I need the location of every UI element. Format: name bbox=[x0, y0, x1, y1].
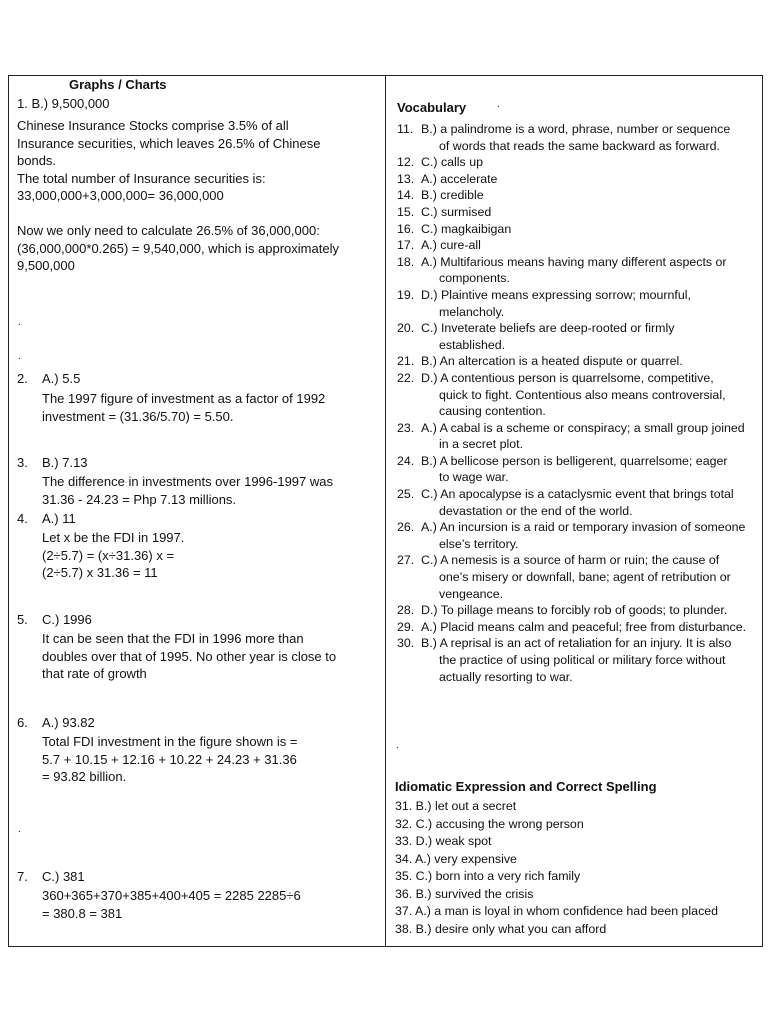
idiom-item: 34. A.) very expensive bbox=[395, 851, 517, 866]
explanation-line: (36,000,000*0.265) = 9,540,000, which is approximately bbox=[17, 240, 339, 256]
vocab-item-number: 25. bbox=[397, 487, 415, 502]
q2-block bbox=[17, 370, 80, 388]
vocab-line: A.) Placid means calm and peaceful; free from disturbance. bbox=[421, 619, 747, 634]
explanation-line: (2÷5.7) = (x÷31.36) x = bbox=[42, 547, 175, 563]
vocab-item-text bbox=[421, 237, 481, 254]
vocab-line: one’s misery or downfall, bane; agent of retribution or bbox=[439, 570, 731, 585]
idiom-item: 31. B.) let out a secret bbox=[395, 799, 517, 813]
vocab-line: vengeance. bbox=[439, 586, 504, 601]
stray-dot: . bbox=[396, 740, 399, 751]
vocab-item-text bbox=[421, 370, 726, 420]
vocab-item bbox=[397, 552, 746, 602]
vocab-line: devastation or the end of the world. bbox=[439, 503, 633, 518]
vocab-item-text bbox=[421, 453, 728, 486]
explanation-q4 bbox=[42, 529, 184, 582]
explanation-line: The 1997 figure of investment as a factor of 1992 bbox=[42, 391, 326, 406]
q2-answer: A.) 5.5 bbox=[42, 371, 81, 386]
vocab-item-number: 12. bbox=[397, 155, 415, 170]
vocab-item bbox=[397, 254, 746, 287]
idiom-item: 32. C.) accusing the wrong person bbox=[395, 816, 584, 831]
vocab-line: B.) An altercation is a heated dispute or quarrel. bbox=[421, 354, 683, 369]
vocab-item bbox=[397, 171, 746, 188]
q4-answer: A.) 11 bbox=[42, 511, 76, 526]
explanation-line: = 93.82 billion. bbox=[42, 769, 127, 784]
vocab-item bbox=[397, 121, 746, 154]
explanation-line: that rate of growth bbox=[42, 666, 147, 681]
vocab-line: B.) credible bbox=[421, 188, 484, 203]
vocab-item-text bbox=[421, 121, 730, 154]
q3-block bbox=[17, 454, 88, 472]
vocab-line: in a secret plot. bbox=[439, 437, 524, 452]
column-divider bbox=[385, 75, 386, 947]
section-title-vocabulary: Vocabulary bbox=[397, 100, 467, 115]
vocab-item-number: 15. bbox=[397, 204, 415, 219]
vocab-item-text bbox=[421, 221, 511, 238]
explanation-line: The total number of Insurance securities is: bbox=[17, 170, 266, 186]
vocab-item-number: 29. bbox=[397, 619, 415, 634]
vocab-line: C.) calls up bbox=[421, 155, 483, 170]
vocab-item-text bbox=[421, 254, 727, 287]
q5-answer: C.) 1996 bbox=[42, 612, 92, 627]
explanation-line: The difference in investments over 1996-1997 was bbox=[42, 474, 333, 489]
vocab-item-number: 17. bbox=[397, 238, 415, 253]
vocab-item-number: 13. bbox=[397, 171, 415, 186]
vocab-item-text bbox=[421, 287, 691, 320]
explanation-line: Chinese Insurance Stocks comprise 3.5% of all bbox=[17, 118, 289, 133]
vocab-line: D.) A contentious person is quarrelsome, competitive, bbox=[421, 370, 714, 385]
vocab-line: melancholy. bbox=[439, 304, 505, 319]
vocab-item-number: 14. bbox=[397, 188, 415, 203]
explanation-line: Now we only need to calculate 26.5% of 36,000,000: bbox=[17, 223, 320, 238]
vocab-item-number: 19. bbox=[397, 287, 415, 302]
explanation-line: Let x be the FDI in 1997. bbox=[42, 530, 185, 545]
vocab-item bbox=[397, 221, 746, 238]
answer-q1: 1. B.) 9,500,000 bbox=[17, 96, 110, 111]
explanation-line: = 380.8 = 381 bbox=[42, 905, 123, 921]
vocab-line: D.) Plaintive means expressing sorrow; mournful, bbox=[421, 287, 691, 302]
explanation-q7 bbox=[42, 887, 301, 922]
stray-dot: . bbox=[18, 317, 21, 328]
explanation-line: 5.7 + 10.15 + 12.16 + 10.22 + 24.23 + 31.36 bbox=[42, 751, 297, 767]
vocab-line: C.) Inveterate beliefs are deep-rooted or firmly bbox=[421, 321, 675, 336]
idiom-item: 37. A.) a man is loyal in whom confidence had been placed bbox=[395, 904, 719, 918]
vocab-item-text bbox=[421, 204, 491, 221]
vocab-line: A.) Multifarious means having many different aspects or bbox=[421, 254, 727, 269]
explanation-line: 9,500,000 bbox=[17, 258, 75, 273]
idiom-item: 38. B.) desire only what you can afford bbox=[395, 921, 607, 936]
q5-number: 5. bbox=[17, 612, 28, 627]
vocab-item-number: 21. bbox=[397, 354, 415, 369]
vocab-line: B.) A bellicose person is belligerent, quarrelsome; eager bbox=[421, 453, 728, 468]
stray-dot: . bbox=[497, 99, 500, 110]
vocab-item-text bbox=[421, 353, 683, 370]
vocab-item bbox=[397, 320, 746, 353]
vocab-line: causing contention. bbox=[439, 404, 546, 419]
vocab-item-number: 18. bbox=[397, 254, 415, 269]
explanation-q6 bbox=[42, 733, 297, 786]
vocab-line: D.) To pillage means to forcibly rob of goods; to plunder. bbox=[421, 603, 728, 618]
q3-answer: B.) 7.13 bbox=[42, 455, 88, 470]
idiom-item: 36. B.) survived the crisis bbox=[395, 886, 534, 901]
explanation-q3 bbox=[42, 473, 333, 508]
vocab-line: A.) A cabal is a scheme or conspiracy; a small group joined bbox=[421, 420, 745, 435]
q4-number: 4. bbox=[17, 511, 28, 526]
q7-answer: C.) 381 bbox=[42, 869, 85, 884]
vocab-item-text bbox=[421, 519, 745, 552]
idiom-list bbox=[395, 798, 718, 938]
vocab-item-text bbox=[421, 154, 483, 171]
vocab-item bbox=[397, 619, 746, 636]
q5-block bbox=[17, 611, 92, 629]
vocab-item-text bbox=[421, 420, 745, 453]
explanation-q2 bbox=[42, 390, 325, 425]
vocab-item bbox=[397, 519, 746, 552]
explanation-line: doubles over that of 1995. No other year is close to bbox=[42, 648, 337, 664]
explanation-line: bonds. bbox=[17, 153, 57, 168]
vocab-item-number: 28. bbox=[397, 603, 415, 618]
vocab-item-number: 24. bbox=[397, 453, 415, 468]
q6-answer: A.) 93.82 bbox=[42, 715, 95, 730]
vocab-item bbox=[397, 353, 746, 370]
vocab-item-text bbox=[421, 552, 731, 602]
vocab-line: A.) An incursion is a raid or temporary invasion of someone bbox=[421, 520, 746, 535]
explanation-line: (2÷5.7) x 31.36 = 11 bbox=[42, 565, 158, 580]
vocab-item bbox=[397, 486, 746, 519]
explanation-q5 bbox=[42, 630, 336, 683]
vocab-item-text bbox=[421, 635, 731, 685]
vocab-item-number: 26. bbox=[397, 520, 415, 535]
vocab-item-number: 16. bbox=[397, 221, 415, 236]
idiom-item: 33. D.) weak spot bbox=[395, 834, 492, 848]
vocab-item bbox=[397, 237, 746, 254]
vocab-item bbox=[397, 602, 746, 619]
section-title-idioms: Idiomatic Expression and Correct Spelling bbox=[395, 779, 657, 794]
vocab-item-text bbox=[421, 320, 674, 353]
idiom-item: 35. C.) born into a very rich family bbox=[395, 869, 581, 883]
explanation-line: 33,000,000+3,000,000= 36,000,000 bbox=[17, 188, 224, 203]
vocab-item bbox=[397, 187, 746, 204]
vocab-line: C.) An apocalypse is a cataclysmic event that brings total bbox=[421, 487, 734, 502]
q6-number: 6. bbox=[17, 715, 28, 730]
q6-block bbox=[17, 714, 95, 732]
vocab-line: A.) accelerate bbox=[421, 171, 498, 186]
vocab-item bbox=[397, 420, 746, 453]
explanation-line: It can be seen that the FDI in 1996 more than bbox=[42, 631, 304, 646]
explanation-line: investment = (31.36/5.70) = 5.50. bbox=[42, 408, 234, 424]
vocab-item bbox=[397, 204, 746, 221]
q7-block bbox=[17, 868, 85, 886]
stray-dot: . bbox=[18, 824, 21, 835]
vocab-line: established. bbox=[439, 337, 506, 352]
vocab-line: actually resorting to war. bbox=[439, 669, 573, 684]
explanation-q1 bbox=[17, 117, 339, 275]
vocab-item-text bbox=[421, 602, 727, 619]
vocab-item bbox=[397, 370, 746, 420]
q3-number: 3. bbox=[17, 455, 28, 470]
vocab-line: of words that reads the same backward as forward. bbox=[439, 138, 720, 153]
explanation-line: Insurance securities, which leaves 26.5% of Chinese bbox=[17, 135, 321, 151]
vocab-line: B.) A reprisal is an act of retaliation for an injury. It is also bbox=[421, 636, 732, 651]
vocab-item-number: 23. bbox=[397, 420, 415, 435]
vocab-item-number: 20. bbox=[397, 321, 415, 336]
vocab-item bbox=[397, 453, 746, 486]
stray-dot: . bbox=[18, 351, 21, 362]
vocab-item-text bbox=[421, 187, 484, 204]
vocab-line: components. bbox=[439, 271, 510, 286]
vocab-line: B.) a palindrome is a word, phrase, number or sequence bbox=[421, 122, 731, 136]
vocab-line: to wage war. bbox=[439, 470, 509, 485]
vocab-item bbox=[397, 635, 746, 685]
explanation-line bbox=[17, 205, 339, 223]
vocabulary-list bbox=[397, 121, 746, 685]
vocab-line: C.) magkaibigan bbox=[421, 221, 512, 236]
vocab-item bbox=[397, 287, 746, 320]
q7-number: 7. bbox=[17, 869, 28, 884]
vocab-item-text bbox=[421, 486, 734, 519]
vocab-item-number: 11. bbox=[397, 122, 414, 136]
vocab-item-text bbox=[421, 619, 746, 636]
explanation-line: Total FDI investment in the figure shown is = bbox=[42, 734, 298, 749]
vocab-item-number: 27. bbox=[397, 553, 415, 568]
vocab-line: C.) surmised bbox=[421, 204, 492, 219]
explanation-line: 31.36 - 24.23 = Php 7.13 millions. bbox=[42, 491, 237, 507]
vocab-line: A.) cure-all bbox=[421, 238, 481, 253]
vocab-line: quick to fight. Contentious also means controversial, bbox=[439, 387, 726, 402]
explanation-line: 360+365+370+385+400+405 = 2285 2285÷6 bbox=[42, 888, 301, 903]
vocab-line: the practice of using political or military force without bbox=[439, 653, 726, 667]
vocab-line: else’s territory. bbox=[439, 536, 519, 551]
vocab-item-text bbox=[421, 171, 497, 188]
vocab-item-number: 30. bbox=[397, 636, 415, 651]
vocab-line: C.) A nemesis is a source of harm or ruin; the cause of bbox=[421, 553, 720, 568]
section-title-graphs-charts: Graphs / Charts bbox=[69, 77, 167, 92]
q2-number: 2. bbox=[17, 371, 28, 386]
q4-block bbox=[17, 510, 76, 528]
vocab-item bbox=[397, 154, 746, 171]
vocab-item-number: 22. bbox=[397, 370, 415, 385]
